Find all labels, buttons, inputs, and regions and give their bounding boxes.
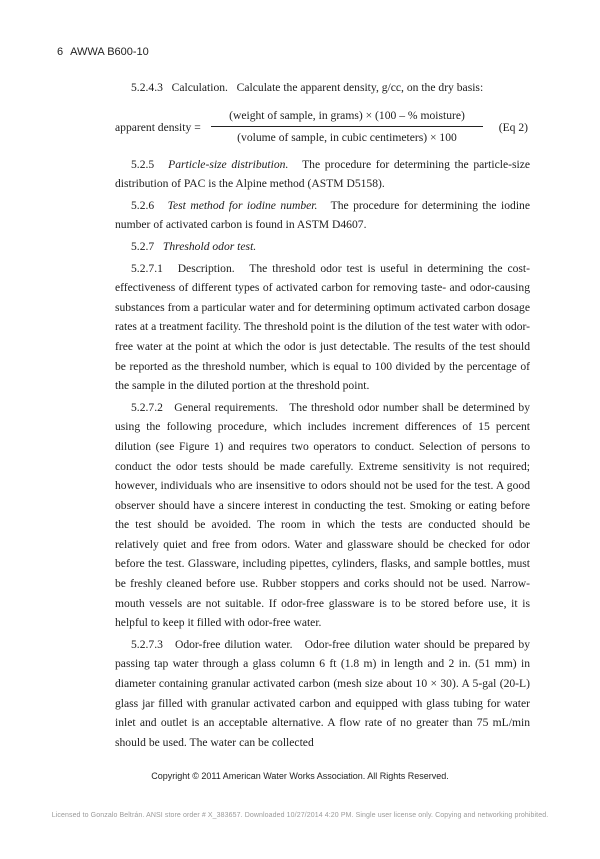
section-number: 5.2.5	[131, 157, 155, 171]
equation-tag: (Eq 2)	[498, 120, 528, 134]
running-title: AWWA B600-10	[70, 46, 149, 58]
paragraph-5-2-7-2	[115, 398, 530, 633]
section-heading: Test method for iodine number.	[167, 198, 318, 212]
section-text: Calculate the apparent density, g/cc, on the dry basis:	[236, 81, 484, 94]
paragraph-5-2-5	[115, 155, 530, 194]
section-number: 5.2.4.3	[131, 81, 163, 94]
equation-fraction	[211, 107, 483, 146]
copyright-notice: Copyright © 2011 American Water Works Association. All Rights Reserved.	[151, 771, 449, 781]
section-text: The threshold odor test is useful in determining the cost-effectiveness of different types of activated carbon for removing taste- and odor-causing substances from a particular water and for determining optimum activated carbon dosage rates at a treatment facility. The threshold point is the dilution of the test water with odor-free water at the point at which the odor is just detectable. The results of the test should be reported as the threshold number, which is equal to 100 divided by the percentage of the sample in the diluted portion at the threshold point.	[115, 261, 530, 393]
section-text: The procedure for determining the iodine number of activated carbon is found in ASTM D4607.	[115, 198, 530, 232]
section-number: 5.2.6	[131, 198, 155, 212]
section-number: 5.2.7	[131, 239, 155, 253]
section-text: The procedure for determining the particle-size distribution of PAC is the Alpine method (ASTM D5158).	[115, 157, 530, 191]
equation-2	[115, 107, 530, 147]
paragraph-5-2-7	[115, 237, 530, 257]
running-header	[57, 46, 149, 58]
paragraph-5-2-7-1	[115, 259, 530, 396]
section-text: The threshold odor number shall be determined by using the following procedure, which includes increment differences of 15 percent dilution (see Figure 1) and requires two operators to conduct. Selection of persons to conduct the odor tests should be made carefully. Extreme sensitivity is not required; however, individuals who are insensitive to odors should not be used for the test. A good observer should have a sincere interest in conducting the test. Smoking or eating before the test should be avoided. The room in which the tests are conducted should be relatively quiet and free from odors. Water and glassware should be checked for odor before the test. Glassware, including pipettes, cylinders, flasks, and sample bottles, must be freshly cleaned before use. Rubber stoppers and corks should not be used. Narrow-mouth vessels are not suitable. If odor-free glassware is to be stored before use, it is helpful to keep it filled with odor-free water.	[115, 400, 531, 630]
page-number: 6	[57, 46, 64, 58]
equation-denominator: (volume of sample, in cubic centimeters) × 100	[237, 130, 457, 144]
license-watermark: Licensed to Gonzalo Beltrán. ANSI store order # X_383657. Downloaded 10/27/2014 4:20 PM. Single user license only. Copying and networking prohibited.	[51, 812, 549, 819]
section-number: 5.2.7.3	[131, 637, 163, 651]
equation-numerator: (weight of sample, in grams) × (100 – % moisture)	[229, 108, 465, 122]
fraction-bar	[211, 126, 483, 127]
section-heading: General requirements.	[174, 400, 279, 414]
section-heading: Particle-size distribution.	[168, 157, 289, 171]
section-text: Odor-free dilution water should be prepared by passing tap water through a glass column 6 ft (1.8 m) in length and 2 in. (51 mm) in diameter containing granular activated carbon (mesh size about 10 × 30). A 5-gal (20-L) glass jar filled with granular activated carbon and equipped with glass tubing for water inlet and outlet is an acceptable alternative. A flow rate of no greater than 75 mL/min should be used. The water can be collected	[115, 637, 531, 749]
paragraph-5-2-6	[115, 196, 530, 235]
section-heading: Description.	[177, 261, 235, 275]
paragraph-5-2-7-3	[115, 635, 530, 753]
section-heading: Calculation.	[171, 81, 228, 94]
paragraph-5-2-4-3	[115, 78, 530, 98]
section-number: 5.2.7.2	[131, 400, 163, 414]
document-body	[115, 78, 530, 754]
section-heading: Threshold odor test.	[162, 239, 257, 253]
section-heading: Odor-free dilution water.	[174, 637, 293, 651]
section-number: 5.2.7.1	[131, 261, 163, 275]
equation-lhs: apparent density =	[115, 120, 201, 134]
